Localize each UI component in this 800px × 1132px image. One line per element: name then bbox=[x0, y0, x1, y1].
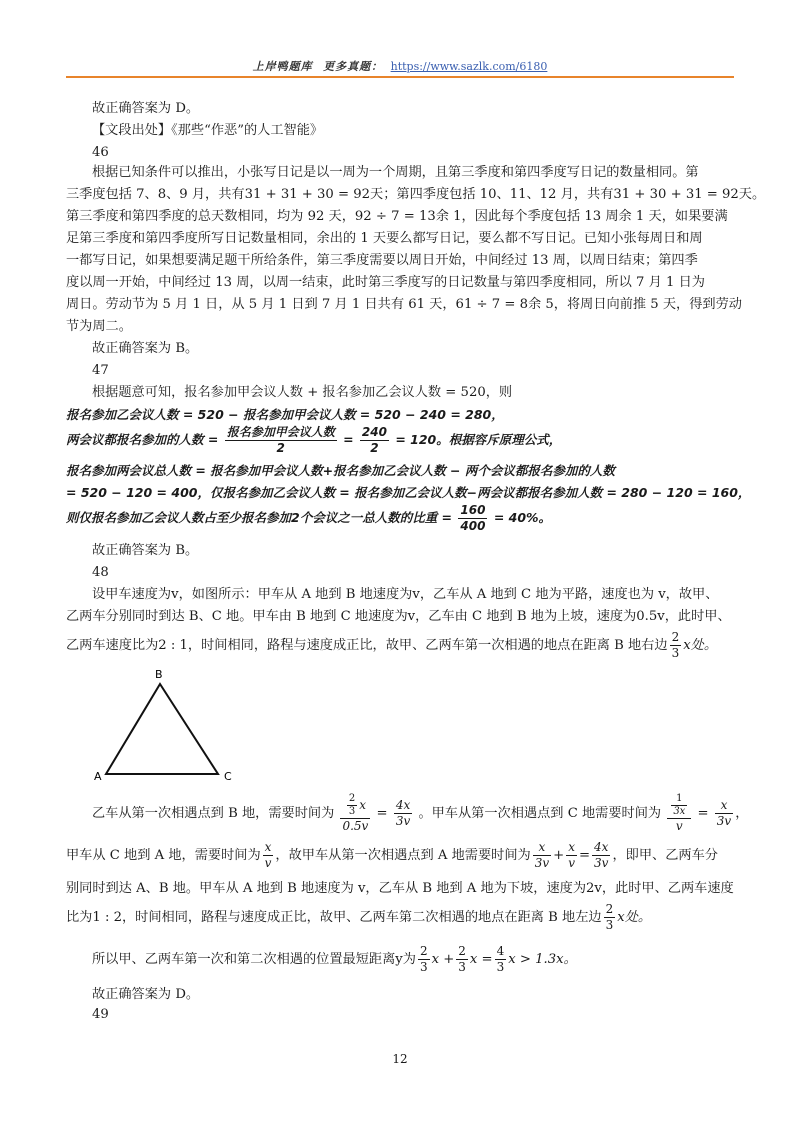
q48-text-2: 乙两车分别同时到达 B、C 地。甲车由 B 地到 C 地速度为v，乙车由 C 地到 B 地为上坡，速度为0.5v，此时甲、 bbox=[66, 609, 731, 624]
header-prefix: 更多真题： bbox=[323, 60, 384, 73]
source-45: 【文段出处】《那些“作恶”的人工智能》 bbox=[92, 123, 324, 138]
q47-text-2: 报名参加乙会议人数 = 520 − 报名参加甲会议人数 = 520 − 240 = 280， bbox=[66, 407, 504, 422]
q47-text-6: 则仅报名参加乙会议人数占至少报名参加2个会议之一总人数的比重 = $\frac{160}{400}$ = 40%。 bbox=[66, 503, 552, 533]
q46-text-2: 三季度包括 7、8、9 月，共有31 + 31 + 30 = 92天；第四季度包括 10、11、12 月，共有31 + 30 + 31 = 92天。 bbox=[66, 187, 766, 202]
fraction: $\frac{2}{3}$ bbox=[671, 630, 680, 660]
q46-text-7: 周日。劳动节为 5 月 1 日，从 5 月 1 日到 7 月 1 日共有 61 天，61 ÷ 7 = 8余 5，将周日向前推 5 天，得到劳动 bbox=[66, 297, 742, 312]
q48-text-1: 设甲车速度为v，如图所示：甲车从 A 地到 B 地速度为v，乙车从 A 地到 C 地为平路，速度也为 v，故甲、 bbox=[92, 587, 719, 602]
q48-text-7: 比为1 : 2，时间相同，路程与速度成正比，故甲、乙两车第二次相遇的地点在距离 B 地左边 $\frac{2}{3}$ x处。 bbox=[66, 902, 652, 932]
fraction: $\frac{4x}{3v}$ bbox=[395, 798, 411, 828]
fraction: $\frac{x}{v}$ bbox=[264, 840, 272, 870]
fraction: $\frac{4x}{3v}$ bbox=[594, 840, 609, 870]
q47-text-4: 报名参加两会议总人数 = 报名参加甲会议人数+报名参加乙会议人数 − 两个会议都报名参加的人数 bbox=[66, 463, 615, 478]
fraction: $\frac{\text{报名参加甲会议人数}}{2}$ bbox=[226, 425, 335, 455]
fraction: $\frac{160}{400}$ bbox=[460, 503, 486, 533]
page-number: 12 bbox=[392, 1052, 408, 1066]
q47-text-5: = 520 − 120 = 400，仅报名参加乙会议人数 = 报名参加乙会议人数−两会议都报名参加人数 = 280 − 120 = 160， bbox=[66, 485, 751, 500]
q48-text-4: 乙车从第一次相遇点到 B 地，需要时间为 $\frac{2}{3}$ x 0.5v = $\frac{4x}{3v}$ 。甲车从第一次相遇点到 C 地需要时间为 $\frac{\frac{1}{3x}}{v}$ = $\frac{x}{3v}$ ， bbox=[92, 793, 749, 833]
header-link[interactable]: https://www.sazlk.com/6180 bbox=[390, 60, 548, 73]
q46-text-6: 度以周一开始，中间经过 13 周，以周一结束，此时第三季度写的日记数量与第四季度相同，所以 7 月 1 日为 bbox=[66, 275, 705, 290]
answer-47: 故正确答案为 B。 bbox=[92, 543, 199, 558]
q46-text-5: 一都写日记，如果想要满足题干所给条件，第三季度需要以周日开始，中间经过 13 周，以周日结束；第四季 bbox=[66, 253, 698, 268]
fraction: $\frac{2}{3}$ bbox=[605, 902, 614, 932]
fraction: $\frac{\frac{1}{3x}}{v}$ bbox=[667, 793, 691, 834]
triangle-diagram bbox=[90, 662, 250, 784]
q47-text-3a: 两会议都报名参加的人数 = bbox=[66, 432, 219, 447]
answer-45: 故正确答案为 D。 bbox=[92, 101, 200, 116]
q48-text-5: 甲车从 C 地到 A 地，需要时间为 $\frac{x}{v}$ ，故甲车从第一次相遇点到 A 地需要时间为 $\frac{x}{3v}$ + $\frac{x}{v}$ = $\frac{4x}{3v}$ ，即甲、乙两车分 bbox=[66, 840, 718, 870]
q46-text-8: 节为周二。 bbox=[66, 319, 132, 334]
q48-conclusion: 所以甲、乙两车第一次和第二次相遇的位置最短距离y为 $\frac{2}{3}$ x + $\frac{2}{3}$ x = $\frac{4}{3}$ x > 1.3x。 bbox=[92, 944, 577, 974]
q47-text-1: 根据题意可知，报名参加甲会议人数 + 报名参加乙会议人数 = 520，则 bbox=[92, 385, 513, 400]
fraction: $\frac{x}{v}$ bbox=[568, 840, 575, 870]
answer-48: 故正确答案为 D。 bbox=[92, 987, 200, 1002]
q46-text-1: 根据已知条件可以推出，小张写日记是以一周为一个周期，且第三季度和第四季度写日记的数量相同。第 bbox=[92, 165, 699, 180]
q46-text-3: 第三季度和第四季度的总天数相同，均为 92 天，92 ÷ 7 = 13余 1，因此每个季度包括 13 周余 1 天，如果要满 bbox=[66, 209, 728, 224]
question-number-47: 47 bbox=[92, 363, 109, 378]
triangle-shape bbox=[106, 684, 218, 774]
vertex-label-b: B bbox=[155, 668, 163, 681]
site-brand: 上岸鸭题库 bbox=[252, 60, 313, 73]
page-header bbox=[0, 58, 800, 74]
q48-text-6: 别同时到达 A、B 地。甲车从 A 地到 B 地速度为 v，乙车从 B 地到 A 地为下坡，速度为2v，此时甲、乙两车速度 bbox=[66, 881, 734, 896]
vertex-label-a: A bbox=[94, 770, 102, 783]
question-number-48: 48 bbox=[92, 565, 109, 580]
fraction: $\frac{240}{2}$ bbox=[361, 425, 387, 455]
fraction: $\frac{4}{3}$ bbox=[496, 944, 505, 974]
question-number-49: 49 bbox=[92, 1007, 109, 1022]
question-number-46: 46 bbox=[92, 145, 109, 160]
fraction: $\frac{2}{3}$ bbox=[458, 944, 466, 974]
answer-46: 故正确答案为 B。 bbox=[92, 341, 199, 356]
q46-text-4: 足第三季度和第四季度所写日记数量相同，余出的 1 天要么都写日记，要么都不写日记。已知小张每周日和周 bbox=[66, 231, 703, 246]
fraction: $\frac{2}{3}$ bbox=[419, 944, 428, 974]
fraction: $\frac{x}{3v}$ bbox=[716, 798, 732, 828]
vertex-label-c: C bbox=[224, 770, 232, 783]
fraction: $\frac{x}{3v}$ bbox=[534, 840, 550, 870]
q47-text-3: 两会议都报名参加的人数 = $\frac{\text{报名参加甲会议人数}}{2}$ = $\frac{240}{2}$ = 120。根据容斥原理公式， bbox=[66, 425, 562, 455]
q48-text-3: 乙两车速度比为2 : 1，时间相同，路程与速度成正比，故甲、乙两车第一次相遇的地点在距离 B 地右边 $\frac{2}{3}$ x处。 bbox=[66, 630, 718, 660]
fraction: $\frac{2}{3}$ x 0.5v bbox=[342, 793, 369, 833]
header-divider bbox=[66, 76, 734, 78]
